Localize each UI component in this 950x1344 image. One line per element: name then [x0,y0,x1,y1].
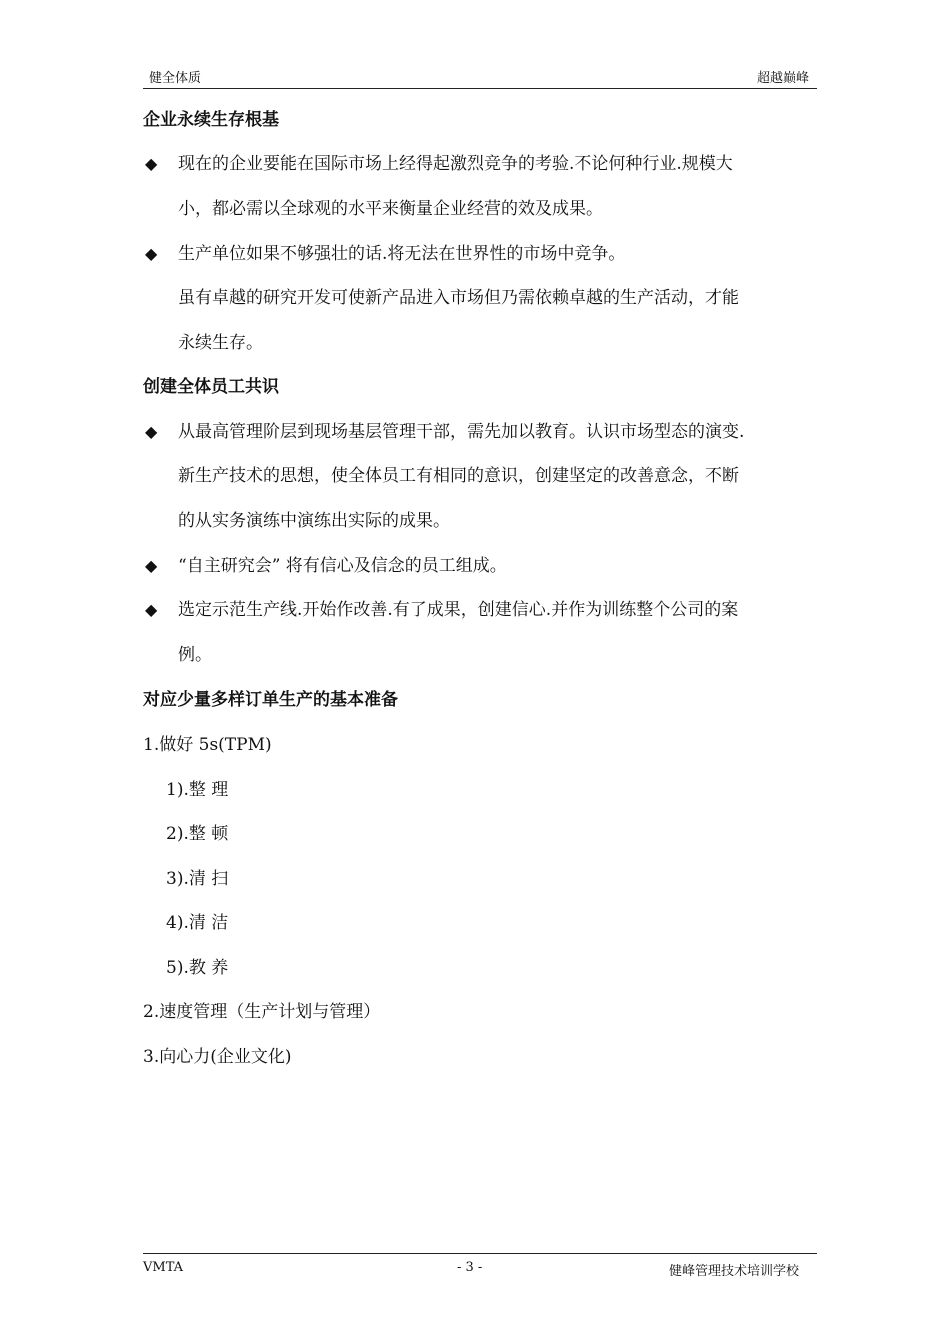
sub-list-item: 5).教 养 [166,958,229,978]
paragraph-line: 新生产技术的思想，使全体员工有相同的意识，创建坚定的改善意念，不断 [178,466,739,486]
page-number: - 3 - [457,1260,483,1275]
sub-list-item: 2).整 顿 [166,824,229,844]
bullet-icon: ◆ [145,422,158,441]
list-item: 2.速度管理（生产计划与管理） [143,1002,381,1022]
paragraph-line: 现在的企业要能在国际市场上经得起激烈竞争的考验.不论何种行业.规模大 [178,154,733,174]
sub-list-item: 4).清 洁 [166,913,229,933]
section-title: 企业永续生存根基 [143,110,279,130]
bullet-icon: ◆ [145,556,158,575]
sub-list-item: 3).清 扫 [166,869,229,889]
footer-right-text: 健峰管理技术培训学校 [668,1264,799,1279]
paragraph-line: 小，都必需以全球观的水平来衡量企业经营的效及成果。 [178,199,603,219]
page-footer [143,1253,817,1278]
page-header [143,64,817,89]
section-title: 对应少量多样订单生产的基本准备 [143,690,398,710]
paragraph-line: “自主研究会” 将有信心及信念的员工组成。 [178,556,507,576]
list-item: 3.向心力(企业文化) [143,1047,292,1067]
paragraph-line: 的从实务演练中演练出实际的成果。 [178,511,450,531]
paragraph-line: 例。 [178,645,212,665]
bullet-icon: ◆ [145,244,158,263]
footer-left-text: VMTA [143,1260,184,1275]
sub-list-item: 1).整 理 [166,780,229,800]
header-right-text: 超越巅峰 [756,71,809,86]
paragraph-line: 虽有卓越的研究开发可使新产品进入市场但乃需依赖卓越的生产活动，才能 [178,288,739,308]
paragraph-line: 生产单位如果不够强壮的话.将无法在世界性的市场中竞争。 [178,244,626,264]
paragraph-line: 选定示范生产线.开始作改善.有了成果，创建信心.并作为训练整个公司的案 [178,600,739,620]
header-left-text: 健全体质 [149,71,202,86]
list-item: 1.做好 5s(TPM) [143,735,272,755]
paragraph-line: 永续生存。 [178,333,263,353]
bullet-icon: ◆ [145,154,158,173]
bullet-icon: ◆ [145,600,158,619]
section-title: 创建全体员工共识 [143,377,279,397]
paragraph-line: 从最高管理阶层到现场基层管理干部，需先加以教育。认识市场型态的演变. [178,422,745,442]
